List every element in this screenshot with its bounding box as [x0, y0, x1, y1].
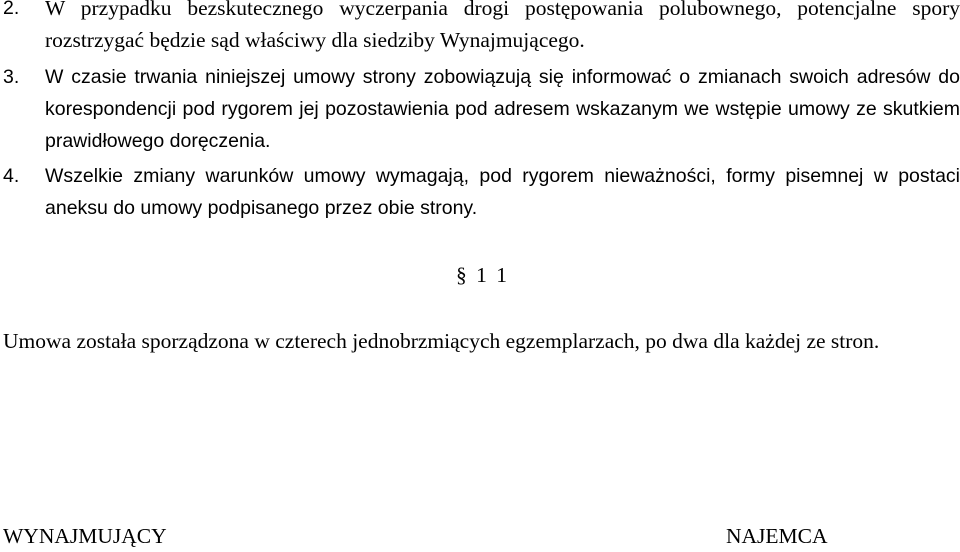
- clause-3: [3, 61, 960, 157]
- section-heading: § 1 1: [456, 263, 507, 287]
- clause-number: 2.: [3, 0, 20, 19]
- clause-text: W przypadku bezskutecznego wyczerpania drogi postępowania polubownego, potencjalne spory rozstrzygać będzie sąd właściwy dla siedziby Wynajmującego.: [45, 0, 960, 52]
- signature-lessor: WYNAJMUJĄCY: [3, 524, 167, 548]
- clause-text: W czasie trwania niniejszej umowy strony zobowiązują się informować o zmianach swoich adresów do korespondencji pod rygorem jej pozostawienia pod adresem wskazanym we wstępie umowy ze skutkiem prawidłowego doręczenia.: [45, 66, 960, 152]
- clause-number: 3.: [3, 66, 20, 88]
- clause-text: Wszelkie zmiany warunków umowy wymagają, pod rygorem nieważności, formy pisemnej w postaci aneksu do umowy podpisanego przez obie strony.: [45, 165, 960, 219]
- clause-number: 4.: [3, 165, 20, 187]
- clause-4: [3, 160, 960, 224]
- clause-2: [3, 0, 960, 56]
- closing-paragraph: Umowa została sporządzona w czterech jednobrzmiących egzemplarzach, po dwa dla każdej ze stron.: [3, 329, 880, 353]
- signature-tenant: NAJEMCA: [726, 524, 828, 548]
